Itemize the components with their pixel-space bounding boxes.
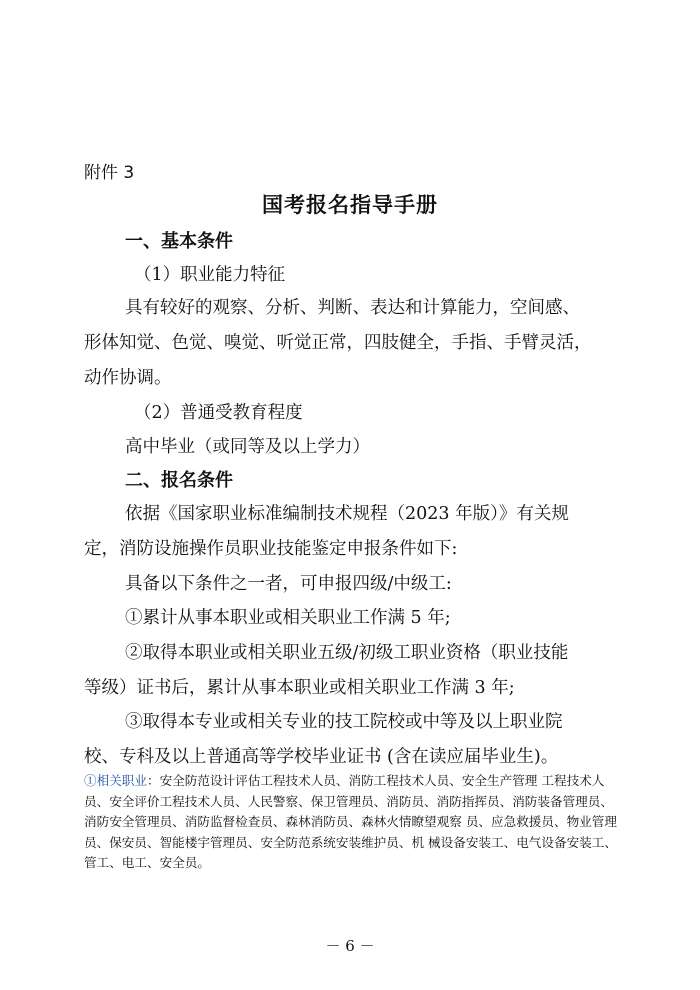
paragraph-line: 形体知觉、色觉、嗅觉、听觉正常，四肢健全，手指、手臂灵活， — [84, 333, 592, 353]
paragraph-line: 具备以下条件之一者，可申报四级/中级工: — [125, 574, 452, 594]
page-title: 国考报名指导手册 — [262, 192, 438, 217]
paragraph-line: 等级）证书后，累计从事本职业或相关职业工作满 3 年; — [84, 678, 515, 698]
section-heading-registration: 二、报名条件 — [125, 470, 233, 491]
subheading-ability: （1）职业能力特征 — [134, 265, 286, 285]
page-number: － 6 － — [325, 937, 375, 955]
footnote — [84, 771, 624, 874]
paragraph-line: 具有较好的观察、分析、判断、表达和计算能力，空间感、 — [125, 298, 580, 318]
footnote-text: ：安全防范设计评估工程技术人员、消防工程技术人员、安全生产管理 工程技术人员、安全评价工程技术人员、人民警察、保卫管理员、消防员、消防指挥员、消防装备管理员、消防安全管理员、消防监督检查员、森林消防员、森林火情瞭望观察 员、应急救援员、物业管理员、保安员、智能楼宇管理员、安全防范系统安装维护员、机 械设备安装工、电气设备安装工、管工、电工、安全员。 — [84, 773, 617, 870]
condition-item-3: ③取得本专业或相关专业的技工院校或中等及以上职业院 — [125, 712, 563, 732]
condition-item-1: ①累计从事本职业或相关职业工作满 5 年; — [125, 608, 451, 628]
paragraph-line: 依据《国家职业标准编制技术规程（2023 年版）》有关规 — [125, 504, 569, 524]
paragraph-line: 高中毕业（或同等及以上学力） — [125, 437, 370, 457]
attachment-label: 附件 3 — [84, 163, 135, 183]
subheading-education: （2）普通受教育程度 — [134, 403, 303, 423]
paragraph-line: 校、专科及以上普通高等学校毕业证书 (含在读应届毕业生)。 — [84, 747, 559, 767]
paragraph-line: 动作协调。 — [84, 368, 172, 388]
paragraph-line: 定，消防设施操作员职业技能鉴定申报条件如下: — [84, 539, 458, 559]
footnote-label: ①相关职业 — [84, 773, 147, 788]
condition-item-2: ②取得本职业或相关职业五级/初级工职业资格（职业技能 — [125, 643, 569, 663]
section-heading-basic: 一、基本条件 — [125, 231, 233, 252]
